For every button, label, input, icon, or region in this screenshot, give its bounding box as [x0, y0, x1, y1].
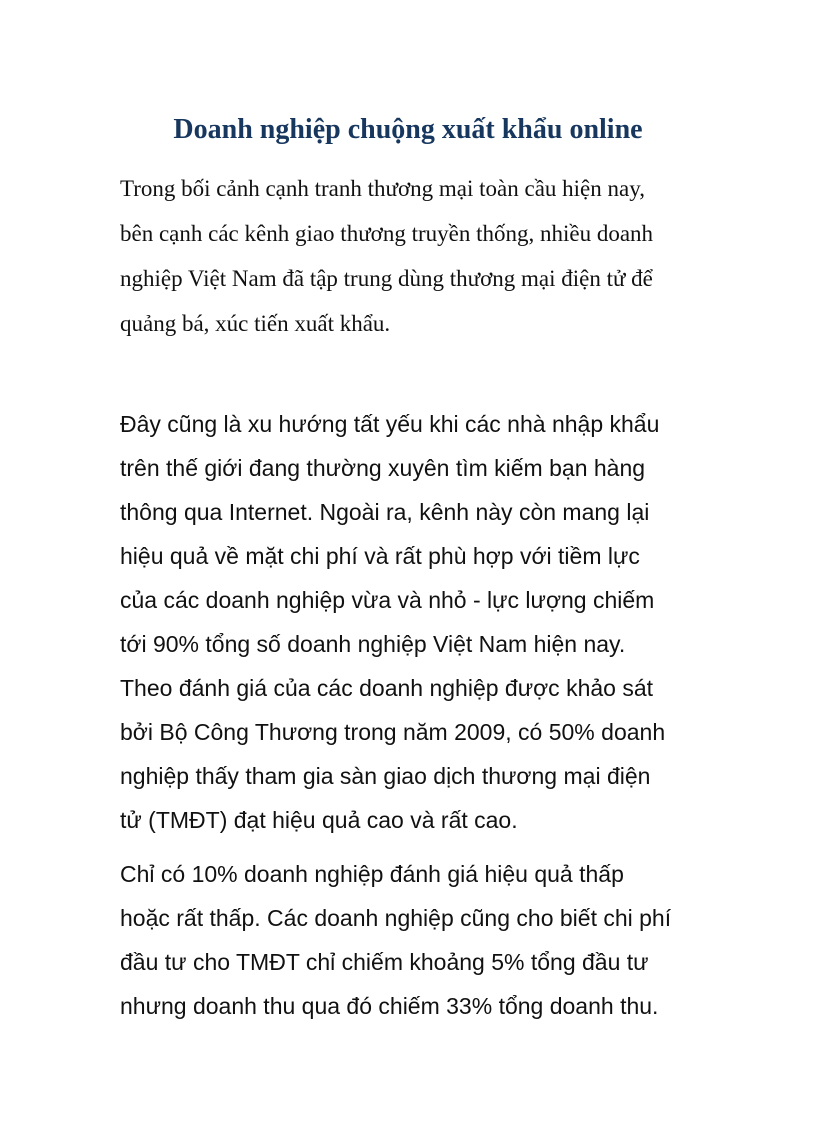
paragraph-line: tới 90% tổng số doanh nghiệp Việt Nam hiện nay.: [120, 631, 626, 657]
body-paragraph-2: [120, 852, 730, 1028]
paragraph-line: nhưng doanh thu qua đó chiếm 33% tổng doanh thu.: [120, 993, 659, 1019]
paragraph-line: hiệu quả về mặt chi phí và rất phù hợp với tiềm lực: [120, 543, 640, 569]
intro-line: Trong bối cảnh cạnh tranh thương mại toàn cầu hiện nay,: [120, 176, 645, 201]
article-title: Doanh nghiệp chuộng xuất khẩu online: [173, 114, 643, 145]
intro-line: bên cạnh các kênh giao thương truyền thống, nhiều doanh: [120, 221, 654, 246]
paragraph-line: đầu tư cho TMĐT chỉ chiếm khoảng 5% tổng đầu tư: [120, 949, 649, 975]
paragraph-line: thông qua Internet. Ngoài ra, kênh này còn mang lại: [120, 499, 650, 525]
paragraph-line: bởi Bộ Công Thương trong năm 2009, có 50% doanh: [120, 719, 666, 745]
paragraph-line: tử (TMĐT) đạt hiệu quả cao và rất cao.: [120, 807, 518, 833]
intro-line: nghiệp Việt Nam đã tập trung dùng thương mại điện tử để: [120, 266, 653, 291]
intro-paragraph: [120, 166, 710, 346]
paragraph-line: Theo đánh giá của các doanh nghiệp được khảo sát: [120, 675, 654, 701]
paragraph-line: hoặc rất thấp. Các doanh nghiệp cũng cho biết chi phí: [120, 905, 672, 931]
intro-line: quảng bá, xúc tiến xuất khẩu.: [120, 311, 391, 336]
body-paragraph-1: [120, 402, 730, 842]
paragraph-line: trên thế giới đang thường xuyên tìm kiếm bạn hàng: [120, 455, 646, 481]
paragraph-line: Đây cũng là xu hướng tất yếu khi các nhà nhập khẩu: [120, 411, 660, 437]
paragraph-line: nghiệp thấy tham gia sàn giao dịch thương mại điện: [120, 763, 651, 789]
paragraph-line: của các doanh nghiệp vừa và nhỏ - lực lượng chiếm: [120, 587, 655, 613]
paragraph-line: Chỉ có 10% doanh nghiệp đánh giá hiệu quả thấp: [120, 861, 624, 887]
